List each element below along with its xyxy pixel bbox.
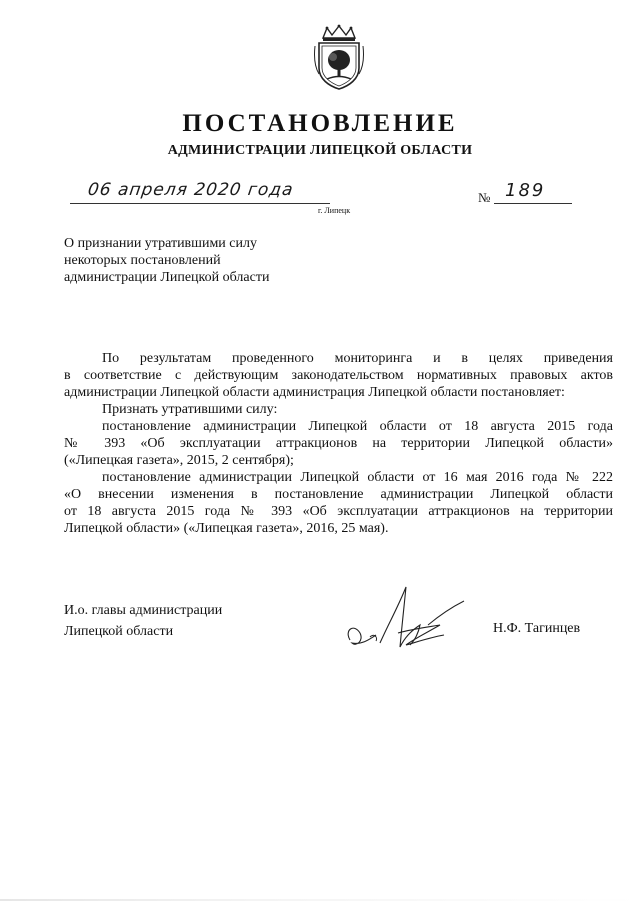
signatory-name: Н.Ф. Тагинцев [493, 621, 581, 636]
issuer-subtitle: АДМИНИСТРАЦИИ ЛИПЕЦКОЙ ОБЛАСТИ [167, 143, 473, 158]
scan-edge-line [0, 899, 640, 901]
body-line: в соответствие с действующим законодательством нормативных правовых актов [64, 368, 613, 383]
body-line: администрации Липецкой области администрация Липецкой области постановляет: [64, 385, 565, 400]
document-body [64, 350, 613, 537]
signatory-position [64, 600, 222, 642]
body-line: постановление администрации Липецкой области от 18 августа 2015 года [102, 419, 613, 434]
body-line: («Липецкая газета», 2015, 2 сентября); [64, 453, 294, 468]
body-line: № 393 «Об эксплуатации аттракционов на территории Липецкой области» [64, 436, 613, 451]
number-label: № [478, 190, 491, 205]
subject-line: администрации Липецкой области [64, 270, 270, 285]
document-subject [64, 235, 269, 286]
city-label: г. Липецк [318, 206, 351, 215]
position-line: И.о. главы администрации [64, 603, 223, 618]
subject-line: некоторых постановлений [64, 253, 221, 268]
body-line: постановление администрации Липецкой области от 16 мая 2016 года № 222 [102, 470, 613, 485]
body-line: По результатам проведенного мониторинга и в целях приведения [102, 351, 613, 366]
handwritten-date: 06 апреля 2020 года [86, 180, 295, 200]
handwritten-number: 189 [505, 180, 546, 201]
document-title: ПОСТАНОВЛЕНИЕ [182, 110, 458, 137]
handwritten-signature [340, 585, 470, 660]
body-line: Липецкой области» («Липецкая газета», 2016, 25 мая). [64, 521, 389, 536]
body-line: от 18 августа 2015 года № 393 «Об эксплуатации аттракционов на территории [64, 504, 613, 519]
number-underline [494, 203, 572, 204]
subject-line: О признании утратившими силу [64, 236, 257, 251]
body-line: «О внесении изменения в постановление администрации Липецкой области [64, 487, 613, 502]
position-line: Липецкой области [64, 624, 174, 639]
coat-of-arms-emblem [313, 24, 365, 90]
body-line: Признать утратившими силу: [102, 402, 278, 417]
date-underline [70, 203, 330, 204]
